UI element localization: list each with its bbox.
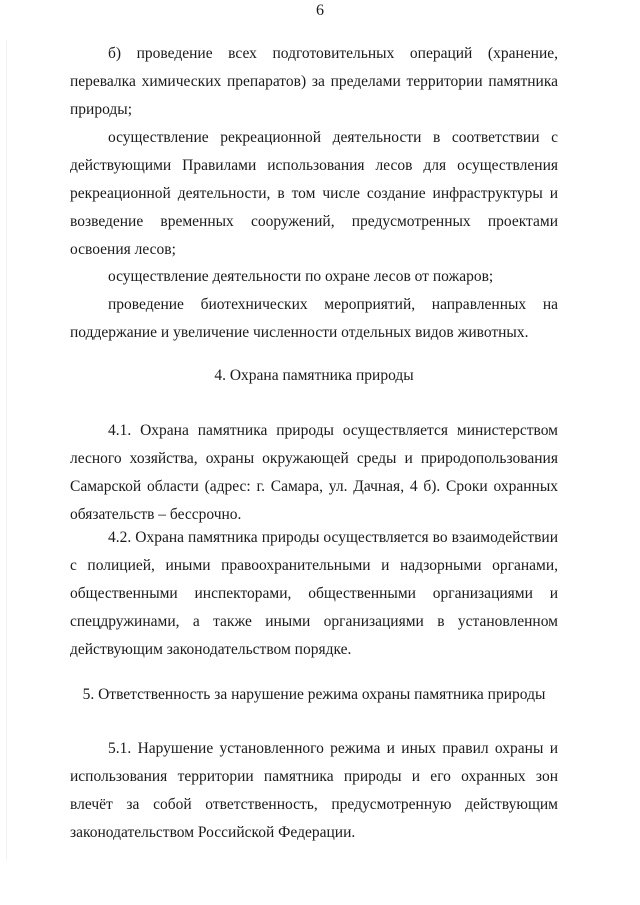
paragraph-4-2: 4.2. Охрана памятника природы осуществляется во взаимодействии с полицией, иными правоохранительными и надзорными органами, общественными инспекторами, общественными организациями и спецдружинами, а также иными организациями в установленном действующим законодательством порядке. xyxy=(70,529,558,658)
paragraph-preparations: б) проведение всех подготовительных операций (хранение, перевалка химических препаратов) за пределами территории памятника природы; xyxy=(70,45,558,118)
paragraph-biotechnical: проведение биотехнических мероприятий, направленных на поддержание и увеличение численности отдельных видов животных. xyxy=(70,296,558,341)
margin-line xyxy=(6,40,7,860)
page-number: 6 xyxy=(316,2,324,19)
paragraph-fire-protection: осуществление деятельности по охране лесов от пожаров; xyxy=(108,268,494,285)
paragraph-4-1: 4.1. Охрана памятника природы осуществляется министерством лесного хозяйства, охраны окружающей среды и природопользования Самарской области (адрес: г. Самара, ул. Дачная, 4 б). Сроки охранных обязательств – бессрочно. xyxy=(70,422,558,523)
paragraph-5-1: 5.1. Нарушение установленного режима и иных правил охраны и использования территории памятника природы и его охранных зон влечёт за собой ответственность, предусмотренную действующим законодательством Российской Федерации. xyxy=(70,740,558,841)
section-4-heading: 4. Охрана памятника природы xyxy=(214,367,414,384)
paragraph-recreation: осуществление рекреационной деятельности в соответствии с действующими Правилами использования лесов для осуществления рекреационной деятельности, в том числе создание инфраструктуры и возведение временных сооружений, предусмотренных проектами освоения лесов; xyxy=(70,129,558,258)
section-5-heading: 5. Ответственность за нарушение режима охраны памятника природы xyxy=(82,686,546,703)
